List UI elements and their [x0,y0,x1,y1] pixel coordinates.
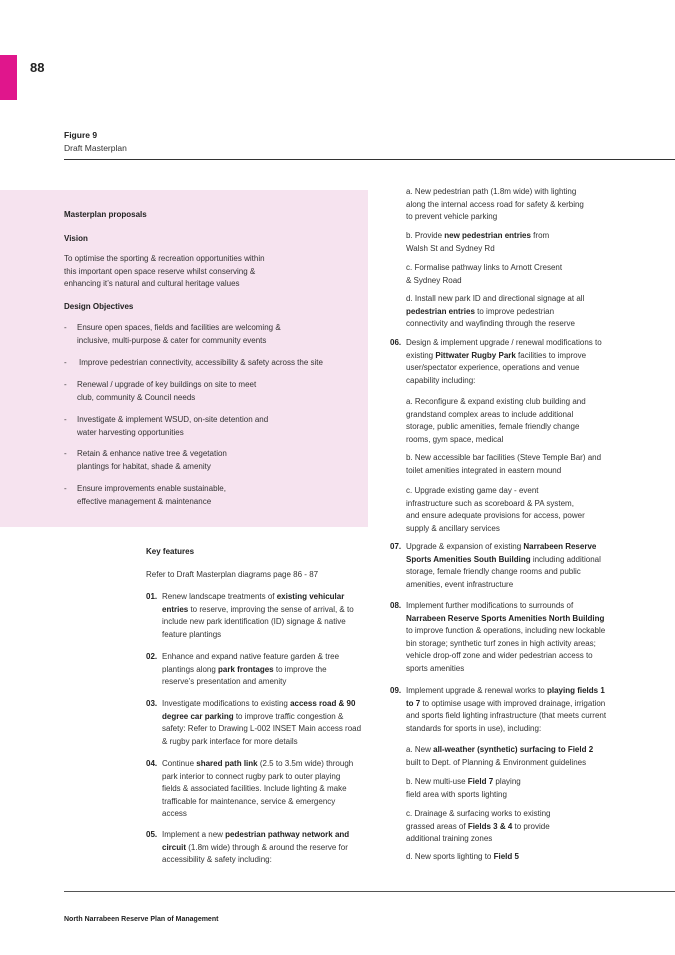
sub-item: c. Formalise pathway links to Arnott Cresent & Sydney Road [406,263,563,285]
sub-item: d. New sports lighting to Field 5 [406,852,519,861]
page-number: 88 [30,60,45,75]
key-feature-item: 05. Implement a new pedestrian pathway network and circuit (1.8m wide) through & around the reserve for accessibility & safety including: [146,830,350,865]
key-feature-item: 03. Investigate modifications to existing access road & 90 degree car parking to improve traffic congestion & safety: Refer to Drawing L-002 INSET Main access road & rugby park interface for more details [146,699,362,746]
sub-item: a. New pedestrian path (1.8m wide) with lighting along the internal access road for safety & kerbing to prevent vehicle parking [406,187,584,222]
sub-item: c. Drainage & surfacing works to existing grassed areas of Fields 3 & 4 to provide additional training zones [406,809,551,844]
objective-item: - Improve pedestrian connectivity, accessibility & safety across the site [64,358,323,367]
key-feature-item: 08. Implement further modifications to surrounds of Narrabeen Reserve Sports Amenities North Building to improve function & operations, including new lockable bin storage; synthetic turf zones in high activity areas; vehicle drop-off zone and wider pedestrian access to sports amenities [390,601,606,673]
top-divider [64,159,675,160]
key-feature-item: 04. Continue shared path link (2.5 to 3.5m wide) through park interior to connect rugby park to outer playing fields & associated facilities. Include lighting & make trafficable for maintenance, service & emergency access [146,759,354,819]
figure-label: Figure 9 [64,130,98,140]
bottom-divider [64,891,675,892]
page-tab-marker [0,55,17,100]
objective-item: - Renewal / upgrade of key buildings on site to meet club, community & Council needs [64,380,257,402]
objective-item: - Ensure open spaces, fields and facilities are welcoming & inclusive, multi-purpose & cater for community events [64,323,281,345]
objective-item: - Ensure improvements enable sustainable, effective management & maintenance [64,484,226,506]
figure-title: Draft Masterplan [64,143,127,153]
key-feature-item: 06. Design & implement upgrade / renewal modifications to existing Pittwater Rugby Park facilities to improve user/spectator experience, operations and venue capability including: [390,338,602,385]
key-features-intro: Refer to Draft Masterplan diagrams page 86 - 87 [146,570,319,579]
objective-item: - Retain & enhance native tree & vegetation plantings for habitat, shade & amenity [64,449,227,471]
sub-item: d. Install new park ID and directional signage at all pedestrian entries to improve pedestrian connectivity and wayfinding through the reserve [406,294,585,329]
key-feature-item: 07. Upgrade & expansion of existing Narrabeen Reserve Sports Amenities South Building including additional storage, female friendly change rooms and public amenities, event infrastructure [390,542,601,589]
vision-text: To optimise the sporting & recreation opportunities within this important open space reserve whilst conserving & enhancing it’s natural and cultural heritage values [64,254,265,289]
key-feature-item: 01. Renew landscape treatments of existing vehicular entries to reserve, improving the sense of arrival, & to include new park identification (ID) signage & native feature plantings [146,592,354,639]
footer-title: North Narrabeen Reserve Plan of Management [64,916,219,923]
sub-item: b. New accessible bar facilities (Steve Temple Bar) and toilet amenities integrated in eastern mound [406,453,602,475]
vision-heading: Vision [64,234,88,243]
sub-item: a. New all-weather (synthetic) surfacing to Field 2 built to Dept. of Planning & Environment guidelines [406,745,594,767]
objectives-heading: Design Objectives [64,302,134,311]
key-feature-item: 09. Implement upgrade & renewal works to playing fields 1 to 7 to optimise usage with improved drainage, irrigation and sports field lighting infrastructure (that meets current standards for sports in use), including: [390,686,607,733]
sub-item: b. New multi-use Field 7 playing field area with sports lighting [406,777,521,799]
figure-caption [64,129,127,155]
key-feature-item: 02. Enhance and expand native feature garden & tree plantings along park frontages to improve the reserve’s presentation and amenity [146,652,340,687]
panel-heading: Masterplan proposals [64,210,147,219]
sub-item: b. Provide new pedestrian entries from Walsh St and Sydney Rd [406,231,550,253]
sub-item: a. Reconfigure & expand existing club building and grandstand complex areas to include additional storage, public amenities, female friendly change rooms, gym space, medical [406,397,586,444]
sub-item: c. Upgrade existing game day - event infrastructure such as scoreboard & PA system, and ensure adequate provisions for access, power supply & ancillary services [406,486,585,533]
key-features-heading: Key features [146,547,195,556]
objective-item: - Investigate & implement WSUD, on-site detention and water harvesting opportunities [64,415,269,437]
